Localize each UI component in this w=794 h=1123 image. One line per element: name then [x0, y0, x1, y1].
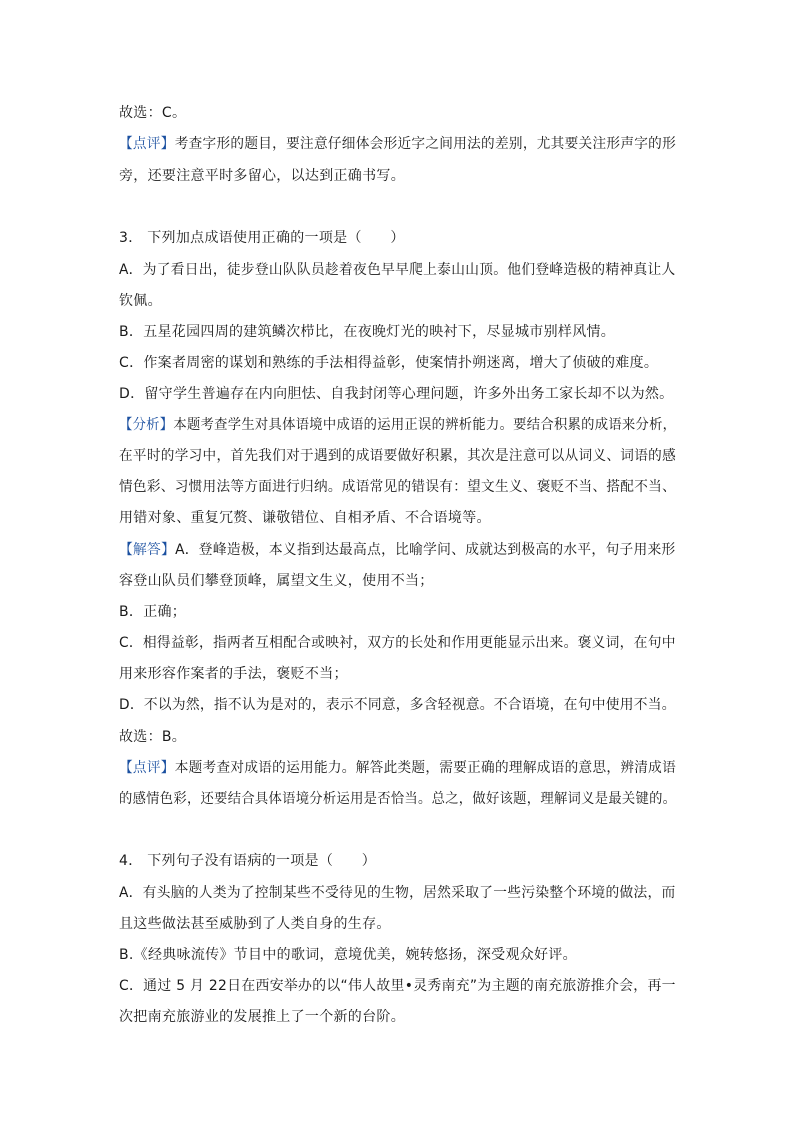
comment-tag: 【点评】	[119, 136, 175, 152]
q3-answer-b: B．正确；	[119, 604, 187, 620]
q3-option-d: D．留守学生普遍存在内向胆怯、自我封闭等心理问题，许多外出务工家长却不以为然。	[119, 386, 674, 402]
q3-analysis-text1: 本题考查学生对具体语境中成语的运用正误的辨析能力。要结合积累的成语来分析，	[173, 417, 677, 433]
q3-answer-c-line1: C．相得益彰，指两者互相配合或映衬，双方的长处和作用更能显示出来。褒义词，在句中	[119, 635, 676, 651]
q3-comment-line2: 的感情色彩，还要结合具体语境分析运用是否恰当。总之，做好该题，理解词义是最关键的。	[119, 791, 677, 807]
q3-comment-line1	[119, 758, 676, 778]
q3-answer-line1	[119, 540, 676, 560]
prev-conclusion: 故选：C。	[119, 105, 187, 121]
q3-answer-d: D．不以为然，指不认为是对的，表示不同意，多含轻视意。不合语境，在句中使用不当。	[119, 697, 676, 713]
q3-option-c: C．作案者周密的谋划和熟练的手法相得益彰，使案情扑朔迷离，增大了侦破的难度。	[119, 355, 659, 371]
q3-analysis-line4: 用错对象、重复冗赘、谦敬错位、自相矛盾、不合语境等。	[119, 510, 491, 526]
prev-comment-line2: 旁，还要注意平时多留心，以达到正确书写。	[119, 168, 405, 184]
q4-option-a-line1: A．有头脑的人类为了控制某些不受待见的生物，居然采取了一些污染整个环境的做法，而	[119, 885, 676, 901]
q4-option-a-line2: 且这些做法甚至威胁到了人类自身的生存。	[119, 916, 391, 932]
q3-comment-text1: 本题考查对成语的运用能力。解答此类题，需要正确的理解成语的意思，辨清成语	[174, 760, 677, 776]
q3-analysis-line3: 情色彩、习惯用法等方面进行归纳。成语常见的错误有：望文生义、褒贬不当、搭配不当、	[119, 479, 677, 495]
q3-stem: 3． 下列加点成语使用正确的一项是（ ）	[119, 230, 405, 246]
prev-comment-line1	[119, 134, 676, 154]
q3-conclusion: 故选：B。	[119, 729, 187, 745]
q4-option-c-line2: 次把南充旅游业的发展推上了一个新的台阶。	[119, 1009, 405, 1025]
q3-analysis-line2: 在平时的学习中，首先我们对于遇到的成语要做好积累，其次是注意可以从词义、词语的感	[119, 448, 677, 464]
comment-tag: 【点评】	[119, 760, 175, 776]
q4-option-b: B.《经典咏流传》节目中的歌词，意境优美，婉转悠扬，深受观众好评。	[119, 947, 577, 963]
q3-option-a-line1: A．为了看日出，徒步登山队队员趁着夜色早早爬上泰山山顶。他们登峰造极的精神真让人	[119, 262, 676, 278]
q3-answer-line2: 容登山队员们攀登顶峰，属望文生义，使用不当；	[119, 573, 434, 589]
q3-answer-c-line2: 用来形容作案者的手法，褒贬不当；	[119, 666, 348, 682]
q4-stem: 4． 下列句子没有语病的一项是（ ）	[119, 853, 377, 869]
q3-option-b: B．五星花园四周的建筑鳞次栉比，在夜晚灯光的映衬下，尽显城市别样风情。	[119, 324, 616, 340]
q3-option-a-line2: 钦佩。	[119, 293, 162, 309]
q3-answer-text1: A．登峰造极，本义指到达最高点，比喻学问、成就达到极高的水平，句子用来形	[175, 542, 676, 558]
q3-analysis-line1	[119, 415, 676, 435]
q4-option-c-line1: C．通过 5 月 22日在西安举办的以“伟人故里•灵秀南充”为主题的南充旅游推介会，再一	[119, 978, 676, 994]
prev-comment-text1: 考查字形的题目，要注意仔细体会形近字之间用法的差别，尤其要关注形声字的形	[174, 136, 677, 152]
analysis-tag: 【分析】	[119, 417, 174, 433]
answer-tag: 【解答】	[119, 542, 176, 558]
